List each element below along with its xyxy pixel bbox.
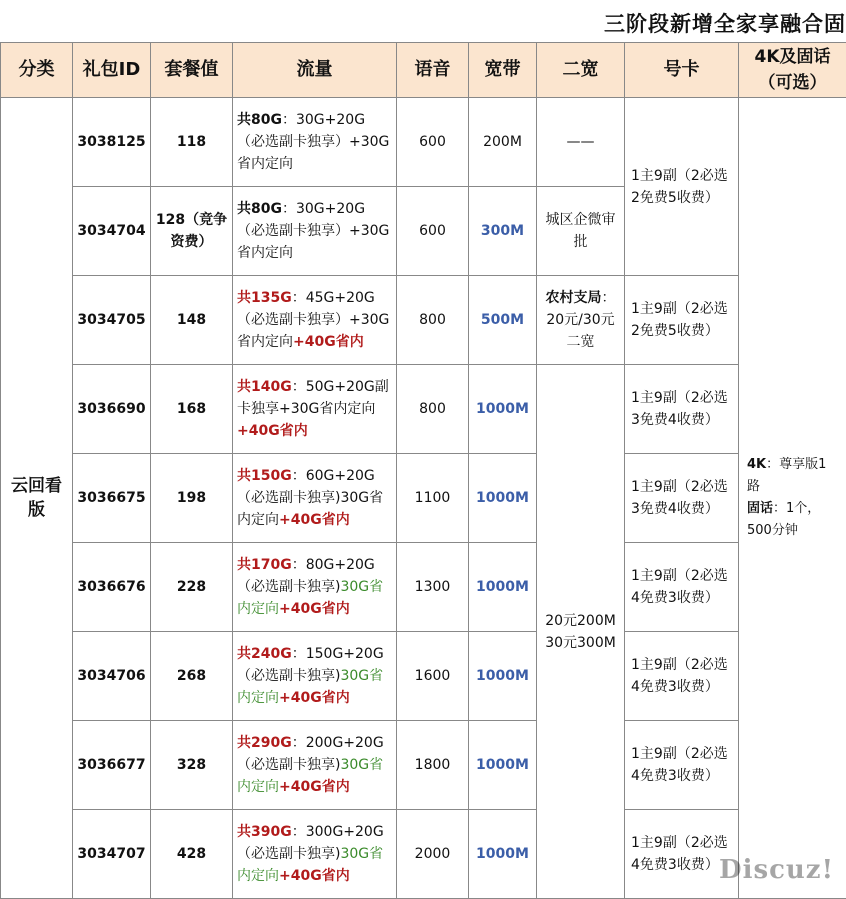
- pkg-value: 268: [151, 632, 233, 721]
- page-title: 三阶段新增全家享融合固: [604, 8, 846, 38]
- flow-cell: [233, 187, 397, 276]
- flow-rest: ：200G+20G（必选副卡独享): [237, 735, 384, 773]
- flow-total: 共80G: [237, 201, 282, 217]
- second-bb-merged: 20元200M 30元300M: [537, 365, 625, 899]
- flow-extra: +40G省内: [279, 868, 350, 884]
- flow-total: 共170G: [237, 557, 292, 573]
- flow-total: 共240G: [237, 646, 292, 662]
- package-table: [0, 42, 846, 899]
- flow-extra: +40G省内: [279, 779, 350, 795]
- pkg-value: 148: [151, 276, 233, 365]
- flow-extra: +40G省内: [279, 601, 350, 617]
- flow-extra: +40G省内: [279, 690, 350, 706]
- pkg-value: 428: [151, 810, 233, 899]
- pkg-id: 3036677: [73, 721, 151, 810]
- pkg-value: 328: [151, 721, 233, 810]
- header-second-bb: 二宽: [537, 43, 625, 98]
- pkg-value: 198: [151, 454, 233, 543]
- header-extra: 4K及固话（可选）: [739, 43, 846, 98]
- k4-label: 4K: [747, 457, 766, 472]
- flow-cell: [233, 276, 397, 365]
- header-pkg-id: 礼包ID: [73, 43, 151, 98]
- pkg-value: 168: [151, 365, 233, 454]
- flow-extra: +40G省内: [237, 423, 308, 439]
- pkg-value: 128（竞争资费）: [151, 187, 233, 276]
- num-card-cell: 1主9副（2必选3免费4收费）: [625, 365, 739, 454]
- second-bb-cell: ——: [537, 98, 625, 187]
- title-bar: [0, 0, 846, 42]
- flow-rest: ：60G+20G（必选副卡独享)30G省内定向: [237, 468, 383, 528]
- bb-cell: 1000M: [469, 632, 537, 721]
- flow-cell: [233, 454, 397, 543]
- flow-green: 30G省内定向: [237, 846, 383, 884]
- flow-rest: ：30G+20G（必选副卡独享）+30G省内定向: [237, 201, 389, 261]
- flow-rest: ：45G+20G（必选副卡独享）+30G省内定向: [237, 290, 389, 350]
- pkg-id: 3034704: [73, 187, 151, 276]
- table-row: [1, 98, 846, 187]
- bb-cell: 1000M: [469, 365, 537, 454]
- flow-cell: [233, 98, 397, 187]
- flow-green: 30G省内定向: [237, 668, 383, 706]
- flow-extra: +40G省内: [279, 512, 350, 528]
- num-card-cell: 1主9副（2必选2免费5收费）: [625, 276, 739, 365]
- table-row: [1, 454, 846, 543]
- k4-text: ：尊享版1路: [747, 457, 826, 494]
- pkg-id: 3036675: [73, 454, 151, 543]
- flow-rest: ：50G+20G副卡独享+30G省内定向: [237, 379, 389, 417]
- table-row: [1, 632, 846, 721]
- table-row: [1, 365, 846, 454]
- header-value: 套餐值: [151, 43, 233, 98]
- voice-cell: 1800: [397, 721, 469, 810]
- flow-total: 共135G: [237, 290, 292, 306]
- voice-cell: 1100: [397, 454, 469, 543]
- category-cell: 云回看版: [1, 98, 73, 899]
- header-voice: 语音: [397, 43, 469, 98]
- flow-total: 共290G: [237, 735, 292, 751]
- fixed-text: ：1个，500分钟: [747, 501, 820, 538]
- bb-cell: 1000M: [469, 810, 537, 899]
- voice-cell: 1300: [397, 543, 469, 632]
- flow-total: 共80G: [237, 112, 282, 128]
- flow-cell: [233, 810, 397, 899]
- flow-total: 共390G: [237, 824, 292, 840]
- pkg-value: 118: [151, 98, 233, 187]
- flow-rest: ：150G+20G（必选副卡独享): [237, 646, 384, 684]
- flow-cell: [233, 365, 397, 454]
- flow-rest: ：80G+20G（必选副卡独享): [237, 557, 375, 595]
- flow-green: 30G省内定向: [237, 757, 383, 795]
- flow-rest: ：30G+20G（必选副卡独享）+30G省内定向: [237, 112, 389, 172]
- bb-cell: 1000M: [469, 721, 537, 810]
- flow-extra: +40G省内: [293, 334, 364, 350]
- second-bb-text: ：20元/30元二宽: [546, 290, 615, 350]
- flow-cell: [233, 721, 397, 810]
- extra-cell: [739, 98, 846, 899]
- table-row: [1, 810, 846, 899]
- flow-cell: [233, 543, 397, 632]
- bb-cell: 500M: [469, 276, 537, 365]
- second-bb-cell: [537, 276, 625, 365]
- table-row: [1, 721, 846, 810]
- voice-cell: 600: [397, 187, 469, 276]
- fixed-label: 固话: [747, 501, 773, 516]
- flow-green: 30G省内定向: [237, 579, 383, 617]
- pkg-id: 3036690: [73, 365, 151, 454]
- voice-cell: 1600: [397, 632, 469, 721]
- flow-total: 共150G: [237, 468, 292, 484]
- bb-cell: 300M: [469, 187, 537, 276]
- header-flow: 流量: [233, 43, 397, 98]
- flow-total: 共140G: [237, 379, 292, 395]
- bb-cell: 200M: [469, 98, 537, 187]
- header-num-card: 号卡: [625, 43, 739, 98]
- num-card-cell: 1主9副（2必选4免费3收费）: [625, 810, 739, 899]
- table-row: [1, 543, 846, 632]
- num-card-cell: 1主9副（2必选4免费3收费）: [625, 721, 739, 810]
- pkg-id: 3038125: [73, 98, 151, 187]
- table-row: [1, 276, 846, 365]
- voice-cell: 800: [397, 365, 469, 454]
- voice-cell: 800: [397, 276, 469, 365]
- flow-cell: [233, 632, 397, 721]
- num-card-cell: 1主9副（2必选3免费4收费）: [625, 454, 739, 543]
- pkg-id: 3034706: [73, 632, 151, 721]
- bb-cell: 1000M: [469, 543, 537, 632]
- pkg-value: 228: [151, 543, 233, 632]
- pkg-id: 3034707: [73, 810, 151, 899]
- num-card-cell: 1主9副（2必选2免费5收费）: [625, 98, 739, 276]
- second-bb-cell: 城区企微审批: [537, 187, 625, 276]
- bb-cell: 1000M: [469, 454, 537, 543]
- pkg-id: 3036676: [73, 543, 151, 632]
- flow-rest: ：300G+20G（必选副卡独享): [237, 824, 384, 862]
- num-card-cell: 1主9副（2必选4免费3收费）: [625, 632, 739, 721]
- second-bb-label: 农村支局: [546, 290, 602, 306]
- header-category: 分类: [1, 43, 73, 98]
- voice-cell: 600: [397, 98, 469, 187]
- discuz-watermark: Discuz!: [719, 855, 834, 885]
- pkg-id: 3034705: [73, 276, 151, 365]
- voice-cell: 2000: [397, 810, 469, 899]
- num-card-cell: 1主9副（2必选4免费3收费）: [625, 543, 739, 632]
- header-broadband: 宽带: [469, 43, 537, 98]
